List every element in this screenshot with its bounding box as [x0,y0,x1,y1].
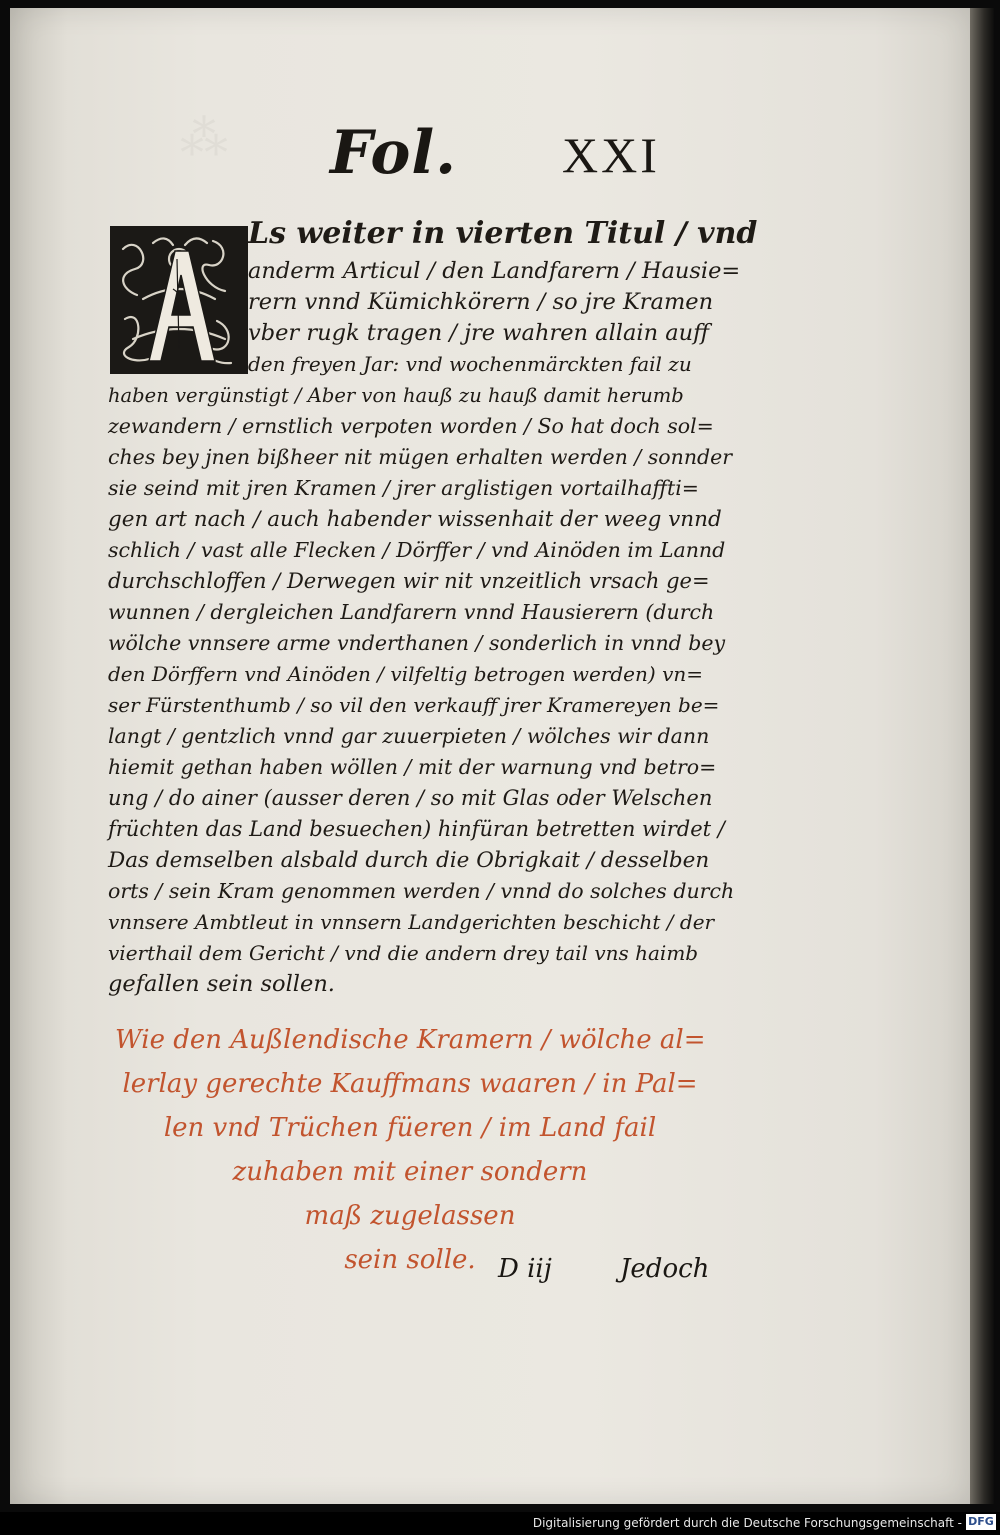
text-line: vber rugk tragen / jre wahren allain auff [248,320,710,346]
heading-line: len vnd Trüchen füeren / im Land fail [163,1113,657,1143]
text-line: vierthail dem Gericht / vnd die andern drey tail vns haimb [108,941,699,965]
decorated-initial [110,226,248,374]
page-edge-shadow [970,8,994,1504]
folio-number: XXI [562,127,660,183]
text-line: früchten das Land besuechen) hinfüran betretten wirdet / [108,817,725,841]
text-line: Ls weiter in vierten Titul / vnd [248,216,758,251]
text-line: orts / sein Kram genommen werden / vnnd do solches durch [108,879,735,903]
text-line: ches bey jnen bißheer nit mügen erhalten werden / sonnder [108,445,733,469]
text-line: gefallen sein sollen. [108,971,335,997]
text-line: den Dörffern vnd Ainöden / vilfeltig betrogen werden) vn= [108,662,703,686]
signature-mark: D iij [498,1254,552,1284]
digitization-credit: Digitalisierung gefördert durch die Deutsche Forschungsgemeinschaft - [532,1516,962,1530]
text-line: zewandern / ernstlich verpoten worden / So hat doch sol= [108,414,714,438]
dfg-logo-icon: DFG [966,1514,996,1530]
text-line: hiemit gethan haben wöllen / mit der warnung vnd betro= [108,755,717,779]
text-line: gen art nach / auch habender wissenhait der weeg vnnd [108,507,722,532]
text-line: langt / gentzlich vnnd gar zuuerpieten / wölches wir dann [108,724,710,748]
text-line: sie seind mit jren Kramen / jrer arglistigen vortailhaffti= [108,476,699,500]
heading-line: maß zugelassen [304,1201,516,1231]
text-line: wunnen / dergleichen Landfarern vnnd Hausierern (durch [108,600,715,624]
page-header [330,118,710,208]
text-line: wölche vnnsere arme vnderthanen / sonderlich in vnnd bey [108,631,726,655]
ornament-icon [113,229,245,371]
folio-label: Fol. [330,118,458,188]
text-line: vnnsere Ambtleut in vnnsern Landgerichten beschicht / der [108,910,715,934]
heading-line: sein solle. [344,1245,476,1275]
text-line: haben vergünstigt / Aber von hauß zu hauß damit herumb [108,384,684,407]
text-line: ser Fürstenthumb / so vil den verkauff jrer Kramereyen be= [108,693,720,717]
heading-line: zuhaben mit einer sondern [232,1157,588,1187]
bleed-through-text: ⁂ [180,110,228,166]
text-line: rern vnnd Kümichkörern / so jre Kramen [248,289,714,315]
catchword: Jedoch [620,1254,710,1284]
text-line: anderm Articul / den Landfarern / Hausie= [248,258,741,284]
heading-line: Wie den Außlendische Kramern / wölche al= [115,1025,706,1055]
text-line: durchschloffen / Derwegen wir nit vnzeitlich vrsach ge= [108,569,710,593]
text-line: den freyen Jar: vnd wochenmärckten fail zu [248,352,692,376]
text-line: ung / do ainer (ausser deren / so mit Glas oder Welschen [108,786,713,810]
text-line: schlich / vast alle Flecken / Dörffer / vnd Ainöden im Lannd [108,538,726,562]
text-line: Das demselben alsbald durch die Obrigkait / desselben [108,848,710,873]
heading-line: lerlay gerechte Kauffmans waaren / in Pal= [122,1069,698,1099]
